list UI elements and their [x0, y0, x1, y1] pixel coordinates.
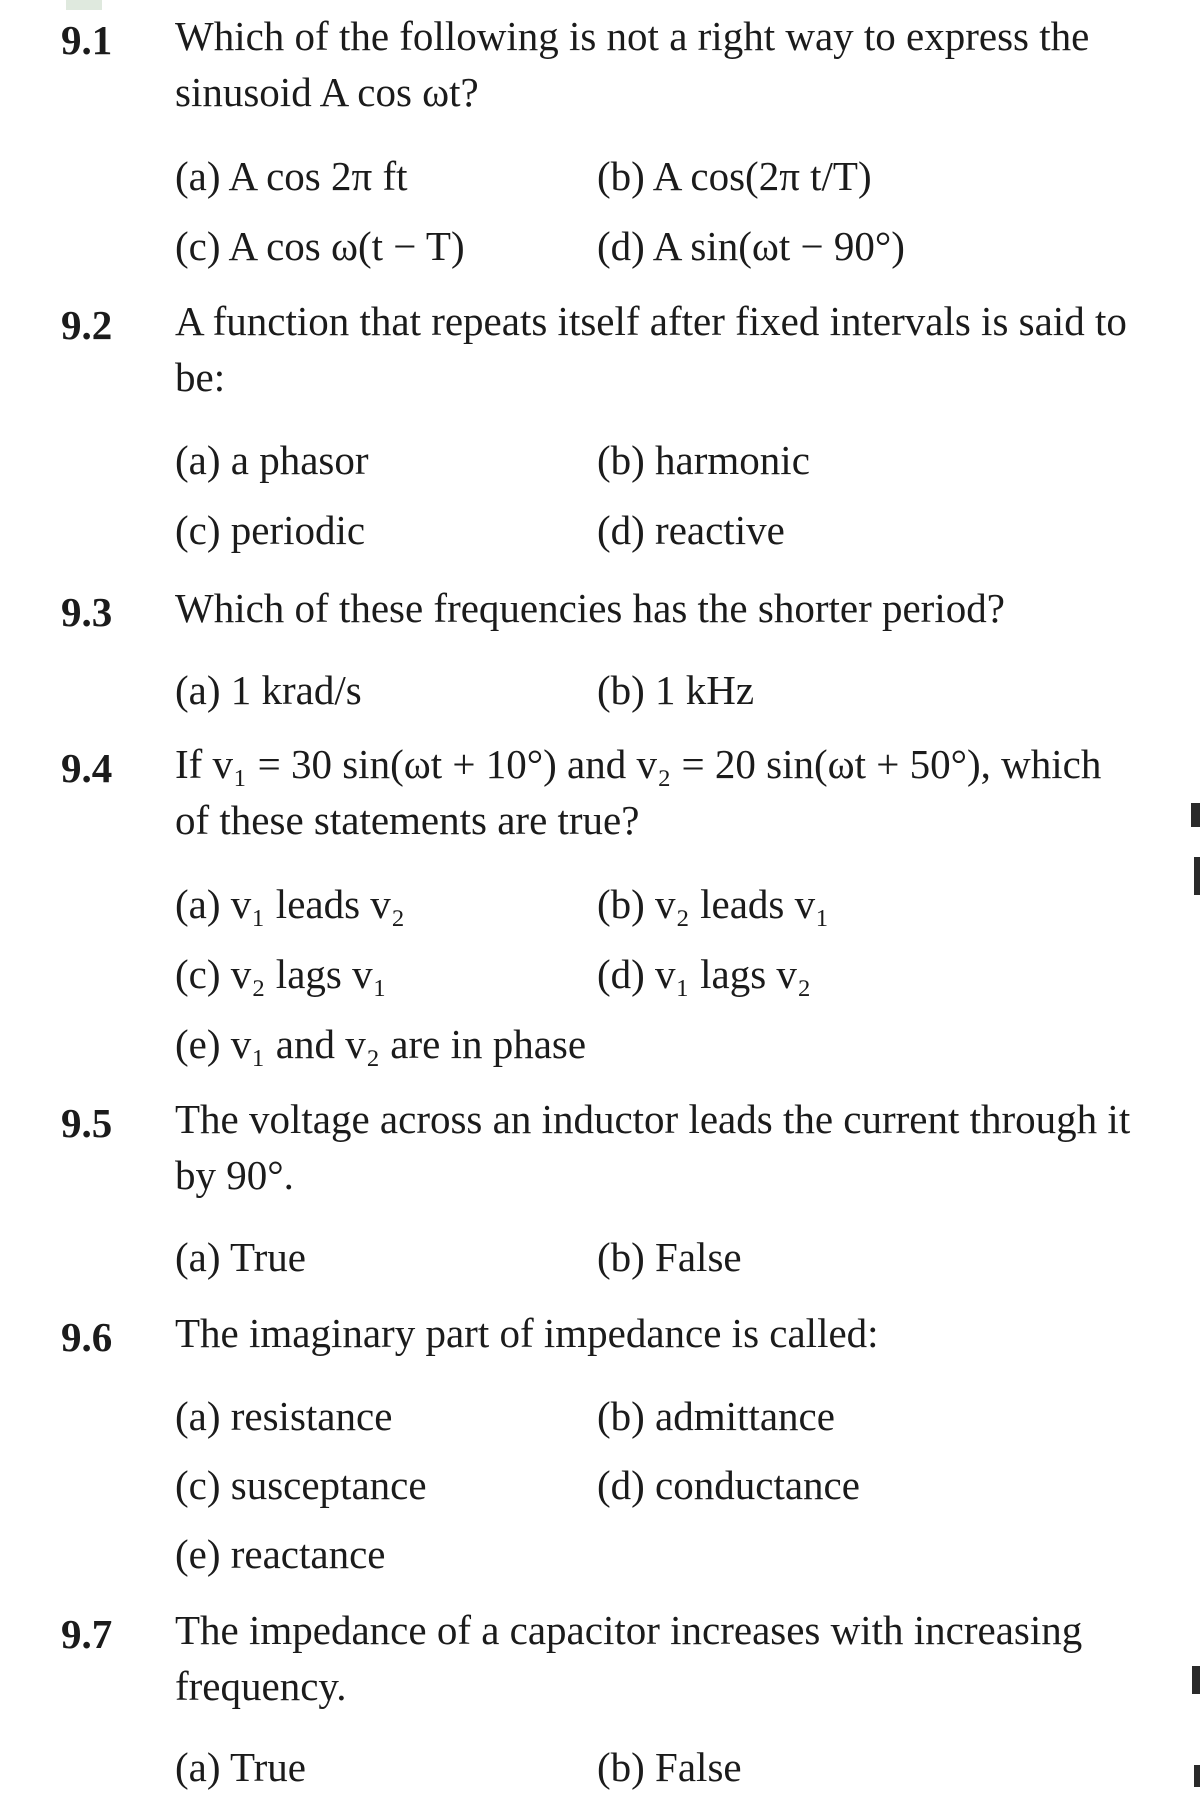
question-text: The voltage across an inductor leads the current through it by 90°. — [175, 1096, 1131, 1198]
option-d[interactable]: (d) conductance — [597, 1462, 860, 1508]
option-d[interactable]: (d) v₁ lags v₂ — [597, 951, 812, 997]
question-text: The imaginary part of impedance is called: — [175, 1310, 879, 1356]
question-text: Which of these frequencies has the shorter period? — [175, 585, 1005, 631]
option-b[interactable]: (b) admittance — [597, 1393, 835, 1439]
option-d[interactable]: (d) reactive — [597, 507, 785, 553]
option-e[interactable]: (e) reactance — [175, 1531, 386, 1577]
option-d[interactable]: (d) A sin(ωt − 90°) — [597, 223, 905, 269]
question-number: 9.6 — [61, 1314, 113, 1360]
option-a[interactable]: (a) True — [175, 1234, 306, 1280]
edge-mark — [1194, 857, 1200, 895]
question-number: 9.1 — [61, 17, 113, 63]
option-c[interactable]: (c) A cos ω(t − T) — [175, 223, 465, 269]
option-b[interactable]: (b) False — [597, 1744, 742, 1790]
edge-mark — [1191, 803, 1200, 827]
question-number: 9.5 — [61, 1100, 113, 1146]
question-number: 9.3 — [61, 589, 113, 635]
page-corner-tab — [66, 0, 102, 10]
option-a[interactable]: (a) A cos 2π ft — [175, 153, 408, 199]
edge-mark — [1192, 1666, 1200, 1694]
edge-mark — [1194, 1765, 1200, 1787]
option-c[interactable]: (c) v₂ lags v₁ — [175, 951, 387, 997]
question-number: 9.2 — [61, 302, 113, 348]
option-b[interactable]: (b) False — [597, 1234, 742, 1280]
option-c[interactable]: (c) periodic — [175, 507, 366, 553]
option-a[interactable]: (a) resistance — [175, 1393, 393, 1439]
option-b[interactable]: (b) 1 kHz — [597, 667, 755, 713]
question-text: Which of the following is not a right way to express the sinusoid A cos ωt? — [175, 13, 1090, 115]
question-text: The impedance of a capacitor increases with increasing frequency. — [175, 1607, 1083, 1709]
question-number: 9.4 — [61, 745, 113, 791]
option-b[interactable]: (b) A cos(2π t/T) — [597, 153, 872, 199]
option-a[interactable]: (a) 1 krad/s — [175, 667, 362, 713]
option-a[interactable]: (a) a phasor — [175, 437, 369, 483]
option-a[interactable]: (a) True — [175, 1744, 306, 1790]
option-b[interactable]: (b) harmonic — [597, 437, 810, 483]
option-e[interactable]: (e) v₁ and v₂ are in phase — [175, 1021, 587, 1067]
option-a[interactable]: (a) v₁ leads v₂ — [175, 881, 406, 927]
option-b[interactable]: (b) v₂ leads v₁ — [597, 881, 830, 927]
question-number: 9.7 — [61, 1611, 113, 1657]
option-c[interactable]: (c) susceptance — [175, 1462, 427, 1508]
question-text: If v₁ = 30 sin(ωt + 10°) and v₂ = 20 sin(ωt + 50°), which of these statements are true? — [175, 741, 1102, 843]
question-text: A function that repeats itself after fixed intervals is said to be: — [175, 298, 1127, 400]
